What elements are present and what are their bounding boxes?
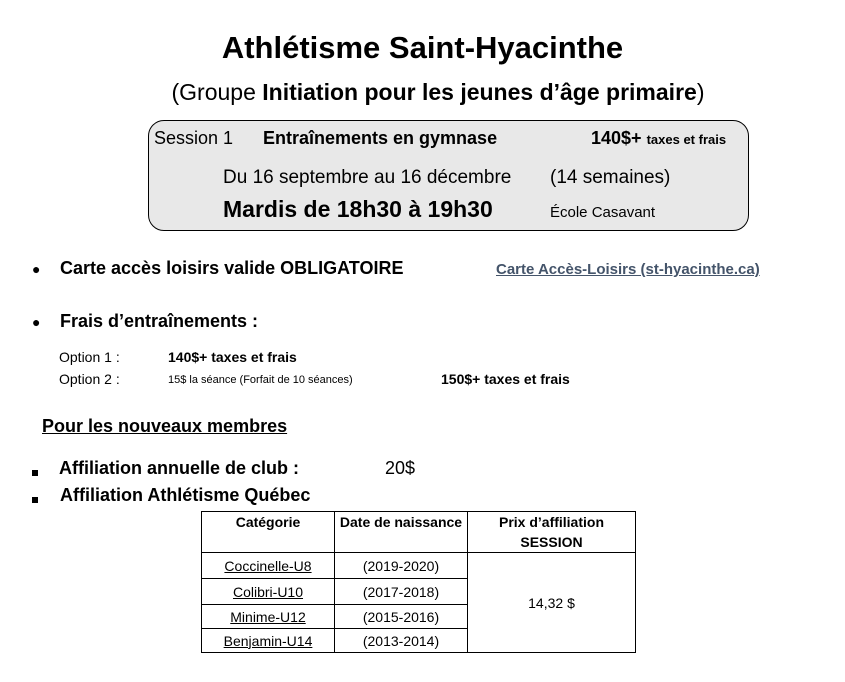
table-cell-category: Coccinelle-U8 [202,553,335,579]
table-cell-category: Benjamin-U14 [202,629,335,653]
square-bullet-icon [32,490,38,508]
bullet-dot-icon: ● [32,314,41,330]
access-card-requirement: Carte accès loisirs valide OBLIGATOIRE [60,258,404,278]
session-price [591,128,726,149]
option-2-price: 150$+ taxes et frais [441,371,570,387]
subtitle-prefix: (Groupe [171,79,263,105]
bullet-dot-icon: ● [32,261,41,277]
subtitle-group: Initiation pour les jeunes d’âge primaire [262,79,697,105]
table-cell-category: Colibri-U10 [202,579,335,605]
session-schedule: Mardis de 18h30 à 19h30 [223,196,493,222]
subtitle-suffix: ) [696,79,705,105]
affiliation-table [201,511,636,653]
aq-affiliation-label: Affiliation Athlétisme Québec [60,485,311,505]
table-cell-years: (2019-2020) [335,553,468,579]
session-dates: Du 16 septembre au 16 décembre [223,167,512,188]
session-weeks: (14 semaines) [550,167,671,188]
page-title: Athlétisme Saint-Hyacinthe [221,30,624,65]
session-price-value: 140$+ [591,128,642,148]
header-category: Catégorie [202,512,335,553]
table-cell-price: 14,32 $ [468,553,636,653]
table-cell-category: Minime-U12 [202,605,335,629]
option-1-price: 140$+ taxes et frais [168,349,297,365]
header-birth-date: Date de naissance [335,512,468,553]
fees-heading: Frais d’entraînements : [60,311,259,331]
session-label: Session 1 [154,128,234,148]
table-row [202,553,636,579]
table-cell-years: (2015-2016) [335,605,468,629]
header-price: Prix d’affiliation SESSION [468,512,636,553]
page-subtitle [0,79,845,106]
session-price-note: taxes et frais [646,132,727,147]
table-cell-years: (2017-2018) [335,579,468,605]
new-members-heading: Pour les nouveaux membres [42,416,288,436]
square-bullet-icon [32,463,38,481]
table-cell-years: (2013-2014) [335,629,468,653]
option-1-label: Option 1 : [59,349,120,365]
club-affiliation-price: 20$ [385,458,416,478]
session-location: École Casavant [550,204,656,221]
option-2-label: Option 2 : [59,371,120,387]
access-card-link[interactable]: Carte Accès-Loisirs (st-hyacinthe.ca) [496,261,760,278]
club-affiliation-label: Affiliation annuelle de club : [59,458,300,478]
session-type: Entraînements en gymnase [263,128,498,148]
option-2-detail: 15$ la séance (Forfait de 10 séances) [168,374,353,386]
